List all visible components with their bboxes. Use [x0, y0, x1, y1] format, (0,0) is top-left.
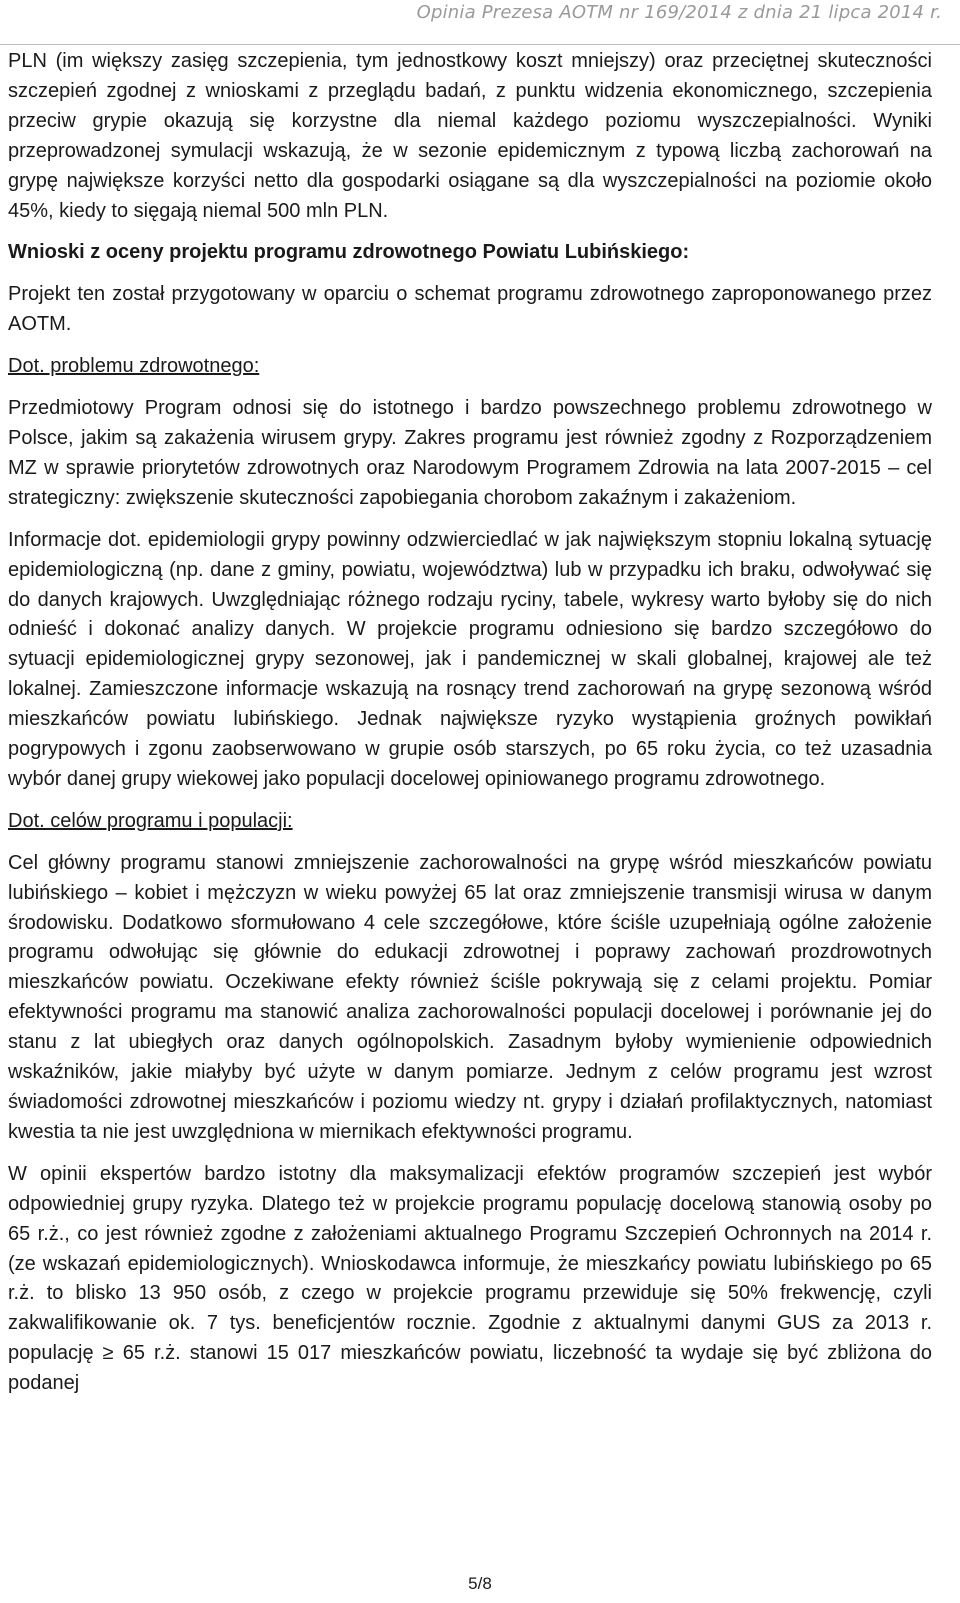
risk-group-paragraph: W opinii ekspertów bardzo istotny dla maksymalizacji efektów programów szczepień jest wybór odpowiedniej grupy ryzyka. Dlatego też w projekcie programu populację docelową stanowią osoby po 65 r.ż., co jest również zgodne z założeniami aktualnego Programu Szczepień Ochronnych na 2014 r. (ze wskazań epidemiologicznych). Wnioskodawca informuje, że mieszkańcy powiatu lubińskiego po 65 r.ż. to blisko 13 950 osób, z czego w projekcie programu przewiduje się 50% frekwencję, czyli zakwalifikowanie ok. 7 tys. beneficjentów rocznie. Zgodnie z aktualnymi danymi GUS za 2013 r. populację ≥ 65 r.ż. stanowi 15 017 mieszkańców powiatu, liczebność ta wydaje się być zbliżona do podanej: [8, 1162, 932, 1395]
page-number: 5/8: [468, 1574, 492, 1593]
intro-paragraph: PLN (im większy zasięg szczepienia, tym jednostkowy koszt mniejszy) oraz przeciętnej skuteczności szczepień zgodnej z wnioskami z przeglądu badań, z punktu widzenia ekonomicznego, szczepienia przeciw grypie okazują się korzystne dla niemal każdego poziomu wyszczepialności. Wyniki przeprowadzonej symulacji wskazują, że w sezonie epidemicznym z typową liczbą zachorowań na grypę największe korzyści netto dla gospodarki osiągane są dla wyszczepialności na poziomie około 45%, kiedy to sięgają niemal 500 mln PLN.: [8, 50, 932, 222]
running-title: Opinia Prezesa AOTM nr 169/2014 z dnia 21 lipca 2014 r.: [416, 2, 942, 23]
goals-paragraph: Cel główny programu stanowi zmniejszenie zachorowalności na grypę wśród mieszkańców powiatu lubińskiego – kobiet i mężczyzn w wieku powyżej 65 lat oraz zmniejszenie transmisji wirusa w danym środowisku. Dodatkowo sformułowano 4 cele szczegółowe, które ściśle uzupełniają ogólne założenie programu odwołując się głównie do edukacji zdrowotnej i poprawy zachowań prozdrowotnych mieszkańców powiatu. Oczekiwane efekty również ściśle pokrywają się z celami projektu. Pomiar efektywności programu ma stanowić analiza zachorowalności populacji docelowej i porównanie jej do stanu z lat ubiegłych oraz danych ogólnopolskich. Zasadnym byłoby wymienienie odpowiednich wskaźników, jakie miałyby być użyte w danym pomiarze. Jednym z celów programu jest wzrost świadomości zdrowotnej mieszkańców i poziomu wiedzy nt. grypy i działań profilaktycznych, natomiast kwestia ta nie jest uwzględniona w miernikach efektywności programu.: [8, 851, 932, 1143]
document-body: [8, 47, 932, 1399]
conclusions-paragraph: Projekt ten został przygotowany w oparciu o schemat programu zdrowotnego zaproponowanego przez AOTM.: [8, 283, 932, 336]
goals-heading: Dot. celów programu i populacji:: [8, 809, 293, 832]
page-header: [0, 0, 960, 45]
conclusions-heading: Wnioski z oceny projektu programu zdrowotnego Powiatu Lubińskiego:: [8, 241, 690, 264]
health-problem-paragraph: Przedmiotowy Program odnosi się do istotnego i bardzo powszechnego problemu zdrowotnego w Polsce, jakim są zakażenia wirusem grypy. Zakres programu jest również zgodny z Rozporządzeniem MZ w sprawie priorytetów zdrowotnych oraz Narodowym Programem Zdrowia na lata 2007-2015 – cel strategiczny: zwiększenie skuteczności zapobiegania chorobom zakaźnym i zakażeniom.: [8, 397, 932, 509]
health-problem-heading: Dot. problemu zdrowotnego:: [8, 355, 260, 378]
epidemiology-paragraph: Informacje dot. epidemiologii grypy powinny odzwierciedlać w jak największym stopniu lokalną sytuację epidemiologiczną (np. dane z gminy, powiatu, województwa) lub w przypadku ich braku, odwoływać się do danych krajowych. Uwzględniając różnego rodzaju ryciny, tabele, wykresy warto byłoby się do nich odnieść i dokonać analizy danych. W projekcie programu odniesiono się bardzo szczegółowo do sytuacji epidemiologicznej grypy sezonowej, jak i pandemicznej w skali globalnej, krajowej ale też lokalnej. Zamieszczone informacje wskazują na rosnący trend zachorowań na grypę sezonową wśród mieszkańców powiatu lubińskiego. Jednak największe ryzyko wystąpienia groźnych powikłań pogrypowych i zgonu zaobserwowano w grupie osób starszych, po 65 roku życia, co też uzasadnia wybór danej grupy wiekowej jako populacji docelowej opiniowanego programu zdrowotnego.: [8, 528, 932, 790]
